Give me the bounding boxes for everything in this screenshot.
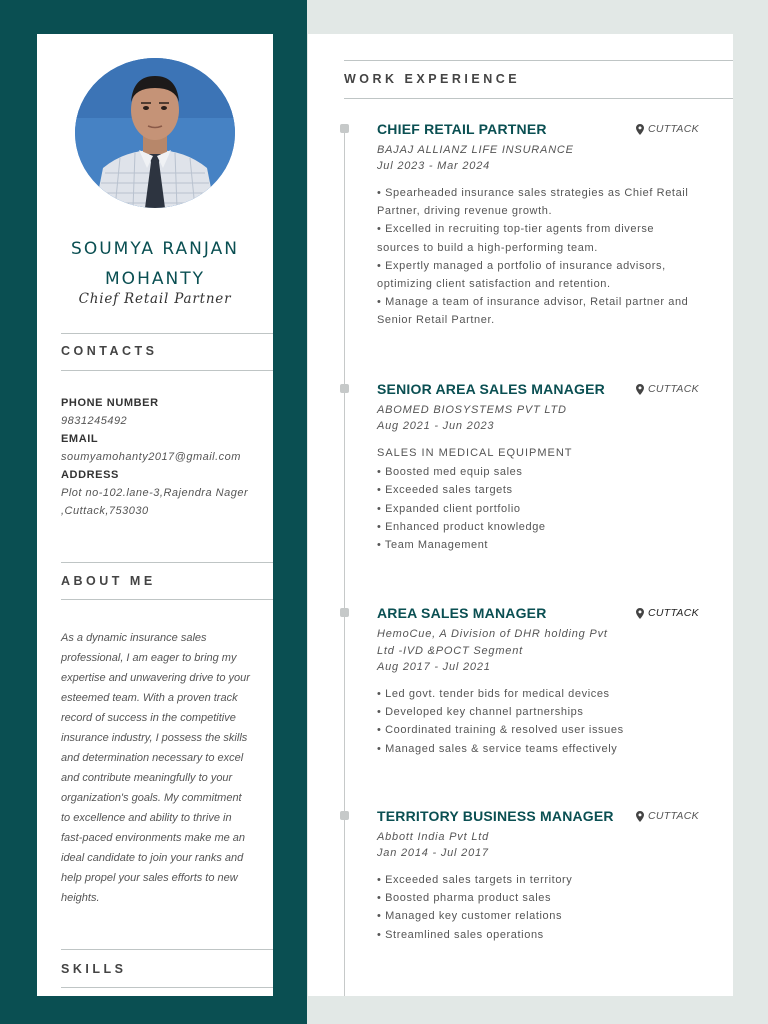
divider bbox=[61, 599, 273, 600]
work-experience-heading: WORK EXPERIENCE bbox=[344, 72, 521, 86]
contact-details bbox=[61, 394, 251, 520]
job-bullets bbox=[377, 184, 697, 330]
timeline-line bbox=[344, 126, 345, 996]
phone-value: 9831245492 bbox=[61, 415, 128, 427]
job-location bbox=[636, 607, 699, 619]
phone-label: PHONE NUMBER bbox=[61, 397, 159, 409]
email-label: EMAIL bbox=[61, 433, 99, 445]
contacts-heading: CONTACTS bbox=[61, 344, 158, 358]
timeline-dot bbox=[340, 384, 349, 393]
profile-photo bbox=[75, 58, 235, 208]
location-pin-icon bbox=[636, 384, 644, 395]
job-bullet: • Exceeded sales targets in territory bbox=[377, 874, 573, 886]
job-bullet: • Boosted med equip sales bbox=[377, 466, 523, 479]
divider bbox=[344, 98, 733, 99]
job-title: SENIOR AREA SALES MANAGER bbox=[377, 381, 605, 397]
job-title: CHIEF RETAIL PARTNER bbox=[377, 121, 547, 137]
location-pin-icon bbox=[636, 608, 644, 619]
job-title: AREA SALES MANAGER bbox=[377, 605, 547, 621]
job-bullet: • Spearheaded insurance sales strategies as Chief Retail Partner, driving revenue growth. bbox=[377, 187, 689, 218]
job-location-text: CUTTACK bbox=[648, 383, 699, 395]
job-bullets bbox=[377, 871, 697, 944]
job-bullet: • Managed sales & service teams effectively bbox=[377, 742, 618, 755]
profile-photo-illustration bbox=[75, 58, 235, 208]
location-pin-icon bbox=[636, 811, 644, 822]
job-bullet: • Coordinated training & resolved user issues bbox=[377, 724, 624, 737]
location-pin-icon bbox=[636, 124, 644, 135]
divider bbox=[61, 370, 273, 371]
job-bullet: • Managed key customer relations bbox=[377, 910, 563, 923]
job-bullet: • Excelled in recruiting top-tier agents from diverse sources to build a high-performing team. bbox=[377, 223, 655, 254]
job-title: TERRITORY BUSINESS MANAGER bbox=[377, 808, 614, 824]
divider bbox=[61, 562, 273, 563]
divider bbox=[61, 987, 273, 988]
job-bullet: • Developed key channel partnerships bbox=[377, 706, 584, 719]
about-text: As a dynamic insurance sales professional, I am eager to bring my expertise and unwavering drive to your esteemed team. With a proven track record of success in the competitive insurance industry, I possess the skills and determination necessary to excel and contribute meaningfully to your organization's goals. My commitment to excellence and ability to thrive in fast-paced environments make me an ideal candidate to join your ranks and help propel your sales efforts to new heights. bbox=[61, 632, 250, 904]
divider bbox=[61, 333, 273, 334]
job-bullet: • Expanded client portfolio bbox=[377, 502, 521, 515]
job-bullet: • Led govt. tender bids for medical devices bbox=[377, 688, 610, 700]
job-dates: Jan 2014 - Jul 2017 bbox=[377, 847, 489, 859]
right-column bbox=[308, 34, 733, 996]
job-location bbox=[636, 123, 699, 135]
job-bullet: • Team Management bbox=[377, 539, 489, 552]
skills-heading: SKILLS bbox=[61, 962, 127, 976]
address-value: Plot no-102.lane-3,Rajendra Nager ,Cuttack,753030 bbox=[61, 487, 249, 517]
timeline-dot bbox=[340, 811, 349, 820]
job-dates: Aug 2017 - Jul 2021 bbox=[377, 661, 491, 673]
job-bullet: • Exceeded sales targets bbox=[377, 484, 513, 497]
candidate-role: Chief Retail Partner bbox=[78, 291, 232, 307]
job-location-text: CUTTACK bbox=[648, 123, 699, 135]
name-line-2: MOHANTY bbox=[105, 269, 205, 289]
job-subheading: SALES IN MEDICAL EQUIPMENT bbox=[377, 447, 573, 459]
company-name: HemoCue, A Division of DHR holding Pvt Ltd -IVD &POCT Segment bbox=[377, 628, 608, 657]
job-location bbox=[636, 810, 699, 822]
divider bbox=[61, 949, 273, 950]
about-heading: ABOUT ME bbox=[61, 574, 156, 588]
job-dates: Aug 2021 - Jun 2023 bbox=[377, 420, 495, 432]
divider bbox=[344, 60, 733, 61]
email-value: soumyamohanty2017@gmail.com bbox=[61, 451, 241, 463]
job-bullet: • Boosted pharma product sales bbox=[377, 892, 552, 905]
job-location-text: CUTTACK bbox=[648, 607, 699, 619]
job-bullets bbox=[377, 444, 697, 554]
candidate-name bbox=[37, 234, 273, 294]
job-bullet: • Streamlined sales operations bbox=[377, 928, 544, 941]
company-name: Abbott India Pvt Ltd bbox=[377, 831, 490, 843]
job-bullet: • Expertly managed a portfolio of insurance advisors, optimizing client satisfaction and retention. bbox=[377, 259, 666, 291]
timeline-dot bbox=[340, 608, 349, 617]
job-bullet: • Manage a team of insurance advisor, Retail partner and Senior Retail Partner. bbox=[377, 296, 689, 327]
name-line-1: SOUMYA RANJAN bbox=[71, 239, 239, 259]
job-bullets bbox=[377, 685, 697, 758]
address-label: ADDRESS bbox=[61, 469, 119, 481]
job-location bbox=[636, 383, 699, 395]
company-name: ABOMED BIOSYSTEMS PVT LTD bbox=[377, 404, 567, 416]
left-column bbox=[37, 34, 273, 996]
job-location-text: CUTTACK bbox=[648, 810, 699, 822]
job-bullet: • Enhanced product knowledge bbox=[377, 520, 546, 533]
job-dates: Jul 2023 - Mar 2024 bbox=[377, 160, 491, 172]
company-name: BAJAJ ALLIANZ LIFE INSURANCE bbox=[377, 144, 574, 156]
timeline-dot bbox=[340, 124, 349, 133]
